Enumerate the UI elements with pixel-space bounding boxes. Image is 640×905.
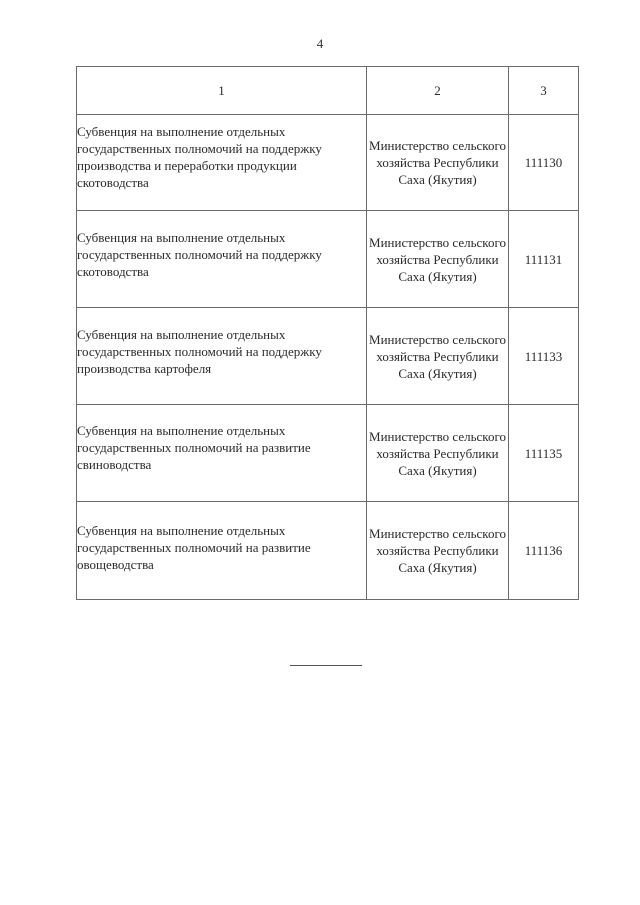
subsidy-name-cell [77,405,367,502]
footer-divider [290,665,362,666]
code-cell: 111136 [509,502,579,600]
subsidy-name-cell [77,308,367,405]
code-cell: 111135 [509,405,579,502]
subsidy-name-cell [77,211,367,308]
subsidy-name-cell [77,502,367,600]
subsidy-name: Субвенция на выполнение отдельных государственных полномочий на развитие свиноводства [77,422,311,472]
subsidy-name: Субвенция на выполнение отдельных государственных полномочий на поддержку производства картофеля [77,326,322,376]
column-header-1: 1 [77,67,367,115]
subsidy-table [76,66,579,600]
column-header-3: 3 [509,67,579,115]
subsidy-name: Субвенция на выполнение отдельных государственных полномочий на поддержку скотоводства [77,229,322,279]
subsidy-name-cell [77,115,367,211]
table-row [77,115,579,211]
table-row [77,502,579,600]
subsidy-name: Субвенция на выполнение отдельных государственных полномочий на поддержку производства и переработки продукции скотоводства [77,123,322,190]
code-cell: 111130 [509,115,579,211]
ministry-cell: Министерство сельского хозяйства Республики Саха (Якутия) [367,115,509,211]
code-cell: 111131 [509,211,579,308]
table-row [77,211,579,308]
subsidy-name: Субвенция на выполнение отдельных государственных полномочий на развитие овощеводства [77,523,311,572]
page-number: 4 [316,36,324,51]
ministry-cell: Министерство сельского хозяйства Республики Саха (Якутия) [367,308,509,405]
table-header-row [77,67,579,115]
ministry-cell: Министерство сельского хозяйства Республики Саха (Якутия) [367,211,509,308]
ministry-cell: Министерство сельского хозяйства Республики Саха (Якутия) [367,405,509,502]
column-header-2: 2 [367,67,509,115]
ministry-cell: Министерство сельского хозяйства Республики Саха (Якутия) [367,502,509,600]
code-cell: 111133 [509,308,579,405]
table-row [77,308,579,405]
table-row [77,405,579,502]
